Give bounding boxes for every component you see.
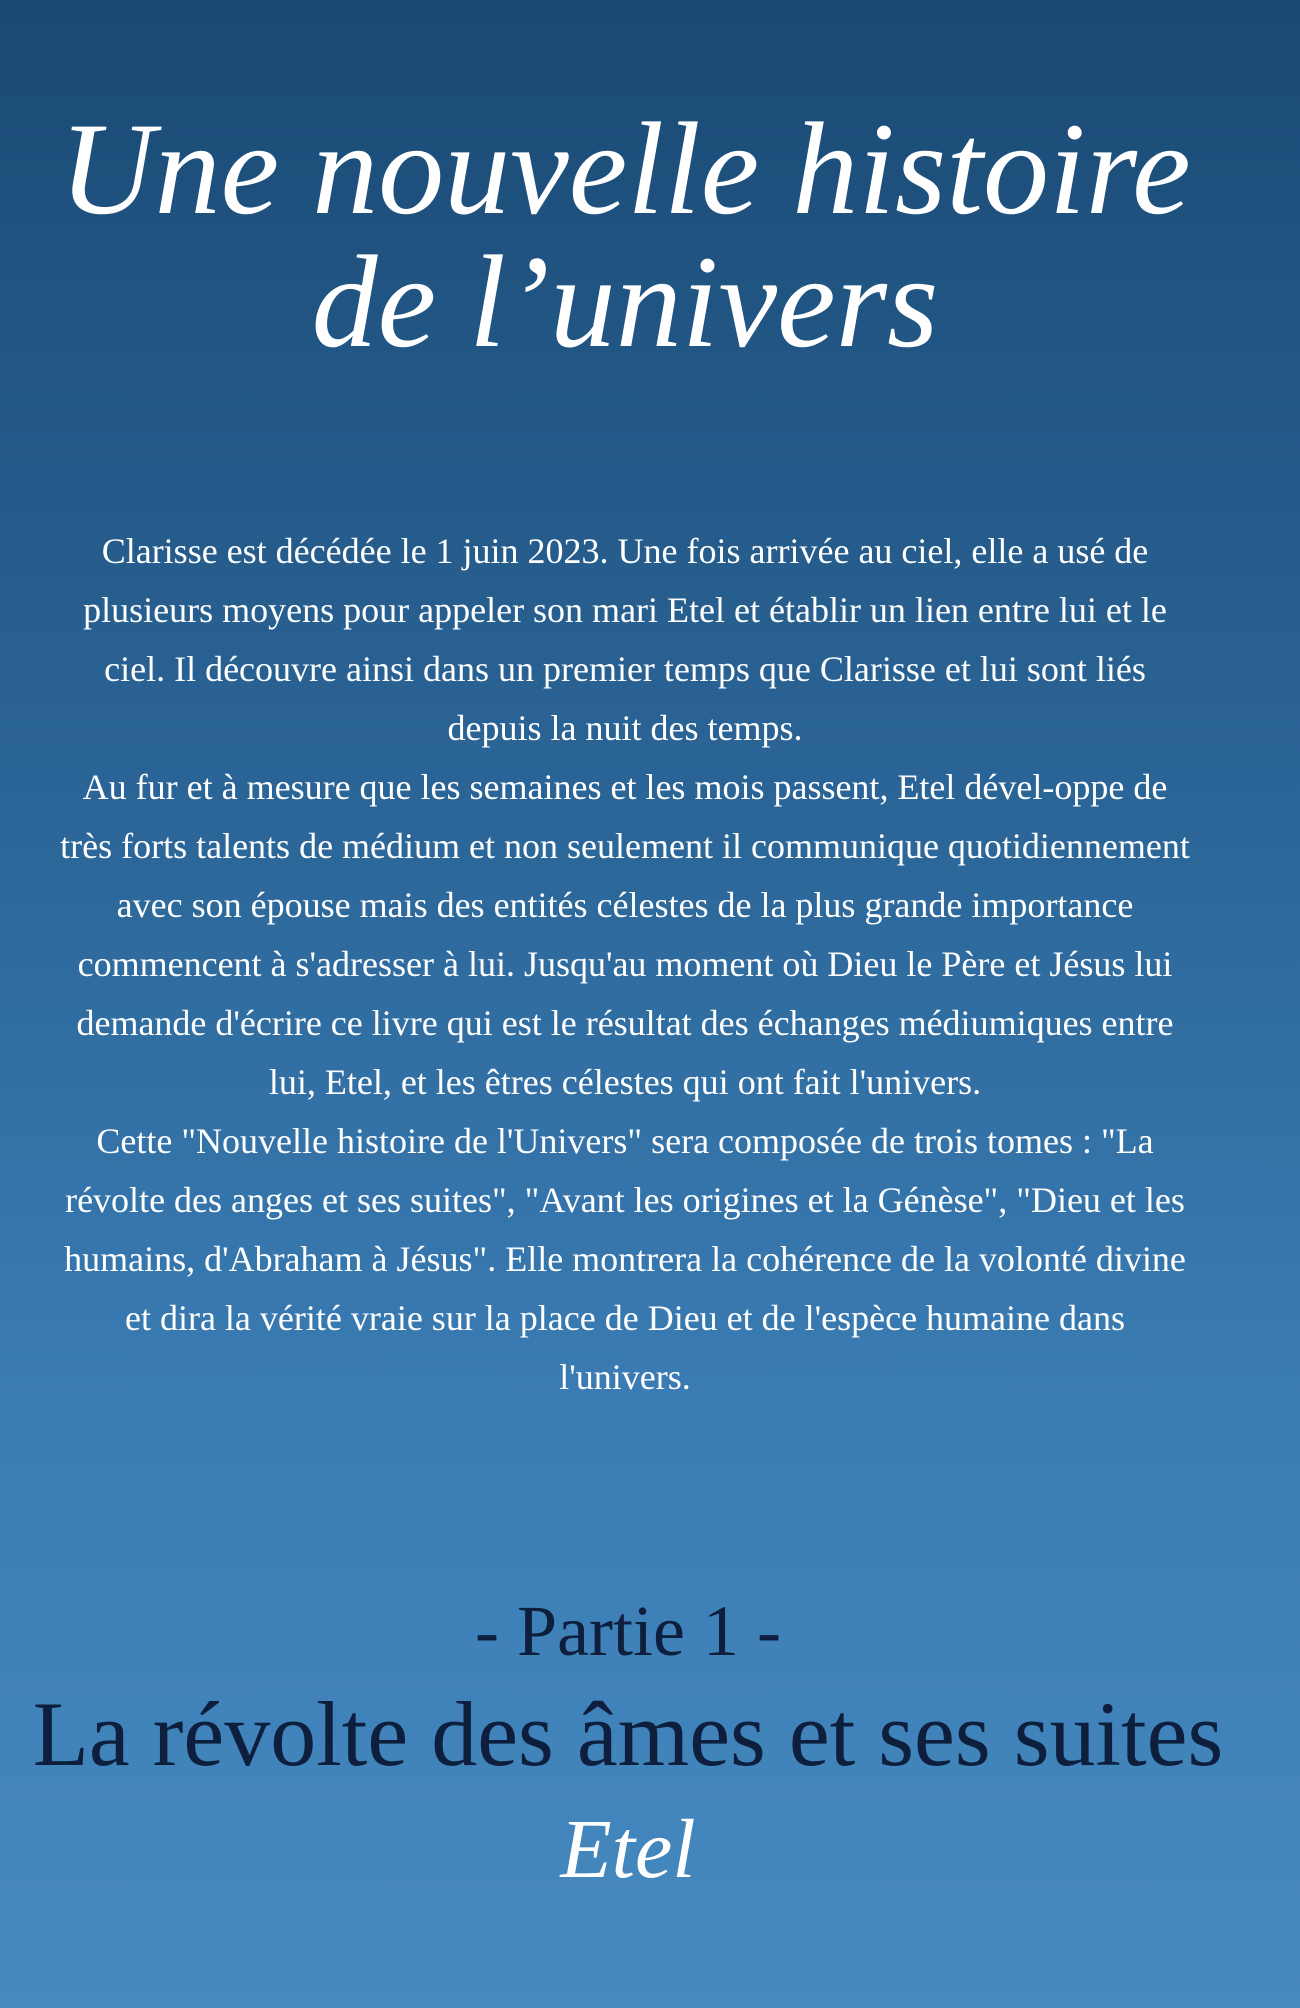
summary-paragraph-1: Clarisse est décédée le 1 juin 2023. Une fois arrivée au ciel, elle a usé de plusieurs moyens pour appeler son mari Etel et établir un lien entre lui et le ciel. Il découvre ainsi dans un premier temps que Clarisse et lui sont liés depuis la nuit des temps. [83,531,1167,748]
summary-paragraph-2: Au fur et à mesure que les semaines et les mois passent, Etel dével-oppe de très forts talents de médium et non seulement il communique quotidiennement avec son épouse mais des entités célestes de la plus grande importance commencent à s'adresser à lui. Jusqu'au moment où Dieu le Père et Jésus lui demande d'écrire ce livre qui est le résultat des échanges médiumiques entre lui, Etel, et les êtres célestes qui ont fait l'univers. [60,767,1190,1102]
summary-paragraph-3: Cette "Nouvelle histoire de l'Univers" sera composée de trois tomes : "La révolte des anges et ses suites", "Avant les origines et la Génèse", "Dieu et les humains, d'Abraham à Jésus". Elle montrera la cohérence de la volonté divine et dira la vérité vraie sur la place de Dieu et de l'espèce humaine dans l'univers. [64,1121,1186,1397]
part-label: - Partie 1 - [475,1591,781,1671]
book-title-line-2: de l’univers [311,228,939,375]
back-cover-summary [60,522,1190,1407]
book-title-line-1: Une nouvelle histoire [59,95,1191,242]
author-name: Etel [560,1803,696,1896]
part-title: La révolte des âmes et ses suites [32,1683,1224,1785]
